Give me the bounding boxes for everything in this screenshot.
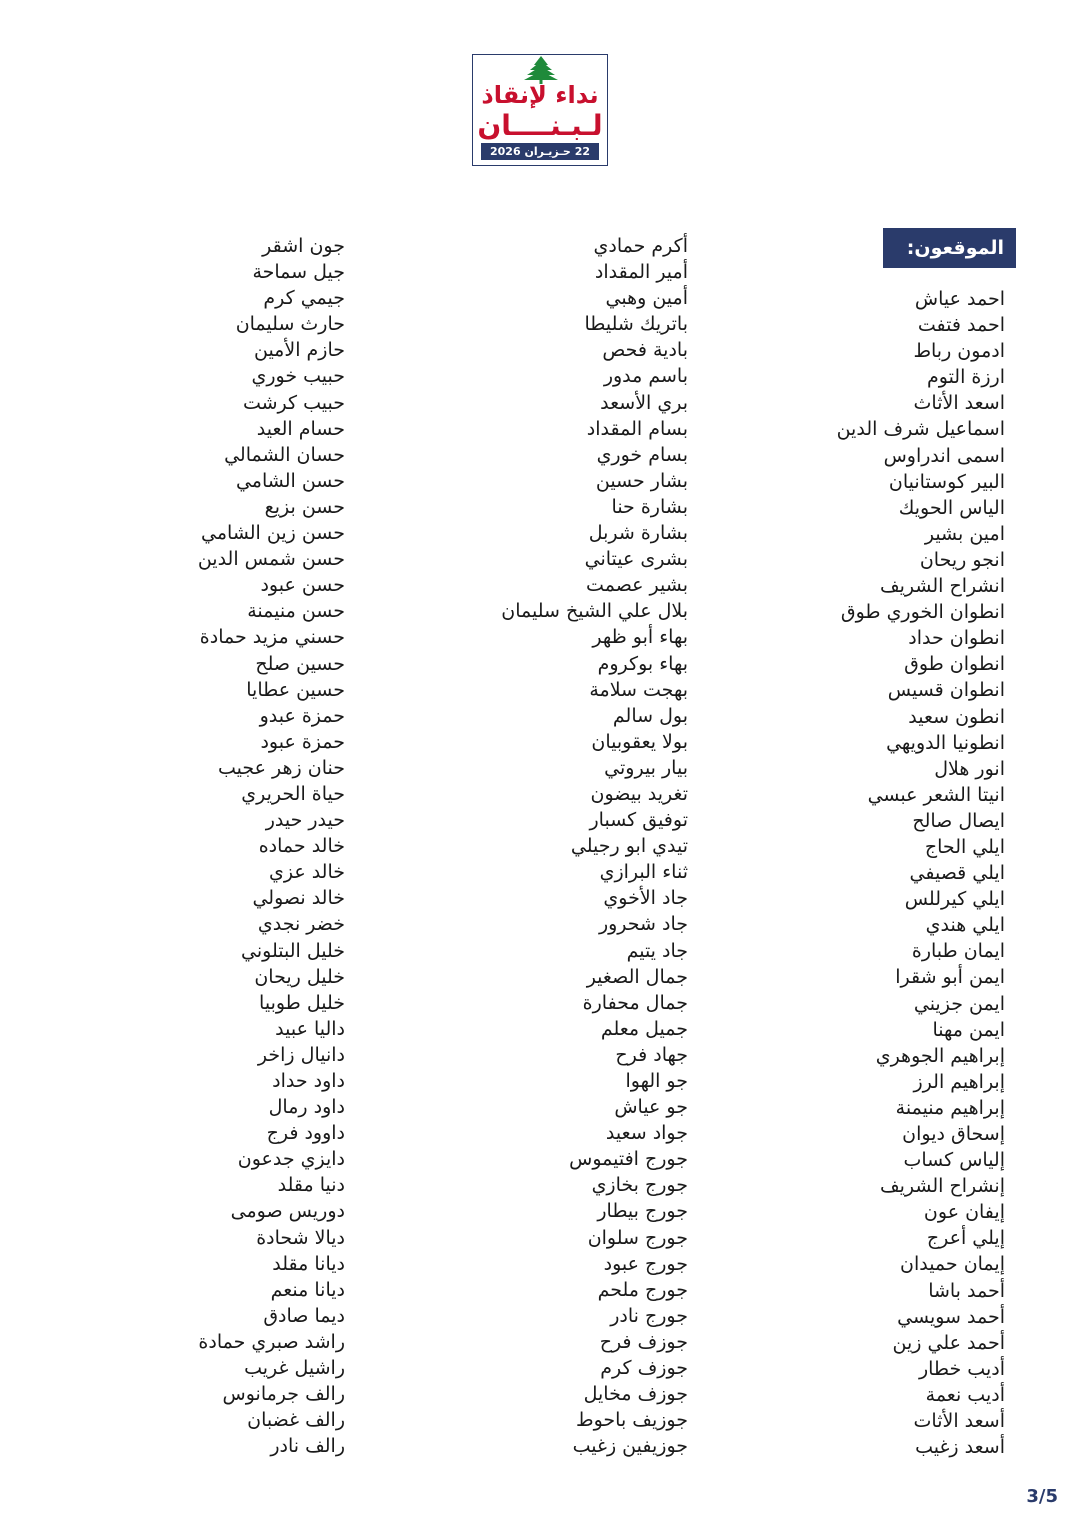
- signatory-name: حسين عطايا: [246, 678, 345, 701]
- signatory-name: إيلي أعرج: [926, 1227, 1005, 1250]
- signatory-name: انطوان الخوري طوق: [840, 601, 1005, 624]
- signatory-name: حمزة عبدو: [259, 704, 345, 727]
- signatory-name: جورج عبود: [603, 1252, 688, 1275]
- signatory-name: جورج بيطار: [597, 1200, 688, 1223]
- signatory-name: إسحاق ديوان: [902, 1123, 1005, 1145]
- signatory-name: رالف جرمانوس: [222, 1383, 345, 1406]
- signatory-name: الياس الحويك: [898, 496, 1005, 519]
- signatory-name: جورج بخازي: [591, 1174, 688, 1197]
- signatory-name: بشارة شربل: [588, 522, 688, 545]
- signatory-name: ايمن أبو شقرا: [895, 966, 1005, 989]
- signatories-column-left: [15, 233, 345, 1459]
- signatories-column-right: [675, 286, 1005, 1460]
- signatory-name: انشراح الشريف: [879, 575, 1005, 598]
- signatory-name: حيدر حيدر: [265, 809, 345, 832]
- signatory-name: خالد نصولي: [252, 887, 345, 910]
- signatory-name: أحمد سويسي: [897, 1305, 1005, 1328]
- signatory-name: انطوان قسيس: [887, 679, 1005, 702]
- signatories-column-middle: [358, 233, 688, 1459]
- signatory-name: انجو ريحان: [919, 548, 1005, 571]
- signatory-name: بلال علي الشيخ سليمان: [501, 600, 688, 623]
- signatory-name: جوزيفين زغيب: [572, 1435, 688, 1458]
- signatory-name: جمال محفارة: [582, 991, 688, 1014]
- signatory-name: بيار بيروتي: [604, 756, 688, 779]
- signatory-name: بهاء بوكروم: [597, 652, 688, 675]
- signatory-name: بشار حسين: [595, 469, 688, 492]
- signatory-name: جمال الصغير: [586, 965, 688, 988]
- signatory-name: ايلي كيرللس: [904, 888, 1005, 911]
- signatory-name: ديالا شحادة: [256, 1226, 345, 1249]
- signatory-name: حارث سليمان: [235, 313, 345, 336]
- signatory-name: خالد عزي: [268, 861, 345, 884]
- signatory-name: رالف نادر: [270, 1435, 345, 1458]
- signatory-name: دانيال زاخر: [257, 1043, 345, 1066]
- signatory-name: إلياس كساب: [903, 1149, 1005, 1172]
- signatory-name: ادمون رباط: [913, 340, 1005, 363]
- signatory-name: حسام العيد: [256, 417, 345, 440]
- signatory-name: أديب نعمة: [925, 1383, 1005, 1406]
- signatory-name: جاد الأخوي: [603, 887, 688, 910]
- signatory-name: احمد عياش: [914, 288, 1005, 310]
- signatory-name: خالد حماده: [258, 835, 345, 858]
- signatory-name: خليل طوبيا: [259, 991, 345, 1014]
- signatory-name: تغريد بيضون: [590, 782, 688, 805]
- signatory-name: جواد سعيد: [605, 1122, 688, 1145]
- signatory-name: جاد شحرور: [598, 913, 688, 936]
- signatory-name: حبيب كرشت: [242, 391, 345, 414]
- signatory-name: انيتا الشعر عبسي: [867, 783, 1005, 806]
- signatory-name: توفيق كسبار: [589, 809, 688, 832]
- signatory-name: ايلي قصيفي: [909, 862, 1005, 885]
- signatory-name: داود حداد: [272, 1070, 345, 1092]
- signatory-name: اسعد الأثاث: [913, 392, 1005, 415]
- signatory-name: ايلي الحاج: [924, 835, 1005, 858]
- signatory-name: بسام خوري: [596, 443, 688, 466]
- signatory-name: جون اشقر: [262, 235, 345, 257]
- signatory-name: راشد صبري حمادة: [198, 1330, 345, 1353]
- signatory-name: جوزف فرح: [599, 1330, 688, 1353]
- signatory-name: حسن بزيع: [264, 495, 345, 518]
- signatory-name: جوزيف باحوط: [576, 1409, 688, 1432]
- signatory-name: بري الأسعد: [600, 391, 688, 414]
- signatory-name: ايمن مهنا: [932, 1018, 1005, 1041]
- signatory-name: أكرم حمادي: [593, 235, 688, 257]
- signatory-name: إيمان حميدان: [899, 1253, 1005, 1276]
- signatory-name: إنشراح الشريف: [879, 1175, 1005, 1198]
- signatory-name: جيل سماحة: [252, 261, 345, 284]
- signatory-name: حياة الحريري: [241, 782, 345, 805]
- signatory-name: ثناء البرازي: [599, 861, 688, 884]
- signatory-name: راشيل غريب: [244, 1357, 345, 1380]
- signatory-name: بسام المقداد: [586, 417, 688, 440]
- signatory-name: جميل معلم: [600, 1017, 688, 1040]
- signatory-name: اسمى اندراوس: [883, 444, 1005, 467]
- signatory-name: أديب خطار: [918, 1357, 1005, 1380]
- signatory-name: حسني مزيد حمادة: [199, 626, 345, 649]
- signatory-name: أمين وهبي: [605, 287, 688, 310]
- campaign-logo: [472, 54, 608, 166]
- signatory-name: بولا يعقوبيان: [591, 730, 688, 753]
- signatory-name: إبراهيم الرز: [913, 1070, 1005, 1093]
- signatory-name: ايمان طبارة: [911, 940, 1005, 963]
- signatory-name: أسعد زغيب: [915, 1436, 1005, 1459]
- signatory-name: حازم الأمين: [253, 339, 345, 362]
- signatory-name: خضر نجدي: [257, 913, 345, 936]
- signatory-name: باسم مدور: [603, 365, 688, 388]
- signatory-name: حسن زين الشامي: [201, 522, 345, 545]
- signatory-name: حنان زهر عجيب: [218, 756, 345, 779]
- signatory-name: بشرى عيتاني: [584, 548, 688, 571]
- signatory-name: انطوان حداد: [908, 627, 1005, 650]
- signatory-name: جاد يتيم: [626, 939, 688, 962]
- signatory-name: جو عياش: [614, 1096, 688, 1119]
- signatories-heading: الموقعون:: [883, 228, 1016, 268]
- signatory-name: احمد فتفت: [917, 314, 1005, 337]
- signatory-name: خليل ريحان: [254, 965, 345, 988]
- signatory-name: جورج ملحم: [597, 1278, 688, 1301]
- signatory-name: إيفان عون: [923, 1201, 1005, 1224]
- signatory-name: ديانا منعم: [270, 1278, 345, 1301]
- signatory-name: تيدي ابو رجيلي: [570, 835, 688, 858]
- page-number: 3/5: [1026, 1486, 1058, 1507]
- signatory-name: ايصال صالح: [912, 809, 1005, 832]
- signatory-name: داليا عبيد: [275, 1017, 345, 1040]
- signatory-name: حسان الشمالي: [224, 443, 345, 466]
- signatory-name: ايلي هندي: [925, 914, 1005, 937]
- signatory-name: حسين صلح: [255, 652, 345, 675]
- signatory-name: جيمي كرم: [263, 287, 345, 310]
- logo-country: لـبـنــــان: [477, 109, 603, 142]
- signatory-name: انور هلال: [934, 757, 1005, 780]
- signatory-name: بشير عصمت: [586, 574, 688, 597]
- signatory-name: دنيا مقلد: [277, 1174, 345, 1197]
- signatory-name: داود رمال: [268, 1096, 345, 1119]
- signatory-name: حسن عبود: [260, 574, 345, 597]
- logo-date: 22 حـزيـران 2026: [481, 143, 599, 160]
- signatory-name: بشارة حنا: [611, 495, 688, 518]
- logo-title: نداء لإنقاذ: [481, 81, 599, 109]
- signatory-name: جو الهوا: [625, 1070, 688, 1092]
- signatory-name: البير كوستانيان: [888, 470, 1005, 493]
- signatory-name: جوزف مخايل: [583, 1383, 688, 1406]
- signatory-name: رالف غضبان: [247, 1409, 345, 1432]
- signatory-name: بهاء أبو ظهر: [592, 626, 688, 649]
- signatory-name: جورج سلوان: [587, 1226, 688, 1249]
- signatory-name: إبراهيم الجوهري: [875, 1044, 1005, 1067]
- signatory-name: جهاد فرح: [615, 1043, 688, 1066]
- signatory-name: حبيب خوري: [251, 365, 345, 388]
- signatory-name: جورج نادر: [610, 1304, 688, 1327]
- signatory-name: أحمد باشا: [928, 1279, 1005, 1302]
- signatory-name: ديانا مقلد: [272, 1252, 345, 1275]
- signatory-name: حسن منيمنة: [247, 600, 345, 623]
- signatory-name: خليل البتلوني: [241, 939, 345, 962]
- signatory-name: أحمد علي زين: [892, 1331, 1005, 1354]
- signatory-name: ديما صادق: [263, 1304, 345, 1327]
- signatory-name: انطوان طوق: [904, 653, 1005, 676]
- signatory-name: حسن الشامي: [235, 469, 345, 492]
- signatory-name: حمزة عبود: [260, 730, 345, 753]
- signatory-name: انطونيا الدويهي: [886, 731, 1005, 754]
- signatory-name: امين بشير: [924, 522, 1005, 545]
- signatory-name: أمير المقداد: [594, 261, 688, 284]
- signatory-name: ايمن جزيني: [913, 992, 1005, 1015]
- signatory-name: بادية فحص: [602, 339, 688, 362]
- signatory-name: دوريس صومى: [230, 1200, 345, 1223]
- signatory-name: باتريك شليطا: [584, 313, 688, 336]
- signatory-name: جورج افتيموس: [569, 1148, 688, 1171]
- signatory-name: داوود فرج: [266, 1122, 345, 1145]
- signatory-name: إبراهيم منيمنة: [895, 1096, 1005, 1119]
- signatory-name: حسن شمس الدين: [197, 548, 345, 571]
- signatory-name: بهجت سلامة: [589, 678, 688, 701]
- signatory-name: أسعد الأثات: [913, 1410, 1005, 1433]
- signatory-name: دايزي جدعون: [237, 1148, 345, 1171]
- signatory-name: ارزة التوم: [926, 366, 1005, 389]
- signatory-name: انطون سعيد: [908, 705, 1005, 728]
- signatory-name: اسماعيل شرف الدين: [836, 418, 1005, 441]
- signatory-name: بول سالم: [612, 704, 688, 727]
- signatory-name: جوزف كرم: [600, 1357, 688, 1380]
